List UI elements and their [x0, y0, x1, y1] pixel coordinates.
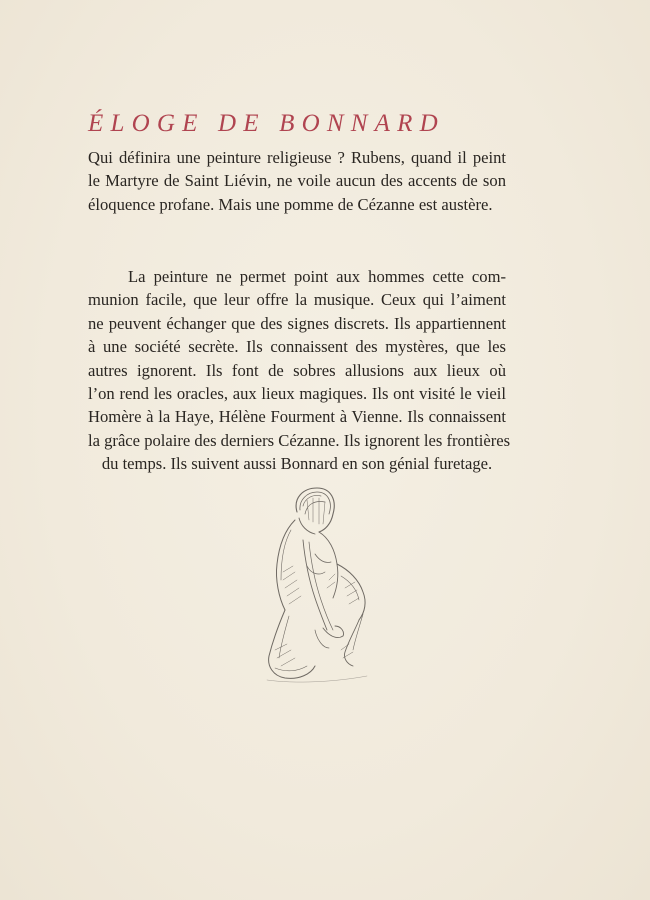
text-line: éloquence profane. Mais une pomme de Cézanne est austère. — [88, 194, 493, 214]
paragraph-intro — [88, 146, 506, 216]
text-line: autres ignorent. Ils font de sobres allusions aux lieux où — [88, 360, 506, 380]
text-line: du temps. Ils suivent aussi Bonnard en son génial furetage. — [101, 454, 493, 474]
text-line: La peinture ne permet point aux hommes cette com- — [128, 267, 506, 286]
text-line: munion facile, que leur offre la musique. Ceux qui l’aiment — [88, 290, 506, 310]
text-line: l’on rend les oracles, aux lieux magiques. Ils ont visité le vieil — [88, 384, 506, 404]
text-line: à une société secrète. Ils connaissent des mystères, que les — [88, 337, 506, 357]
text-line: Homère à la Haye, Hélène Fourment à Vienne. Ils connaissent — [88, 407, 506, 427]
paragraph-main — [88, 265, 511, 476]
text-line: la grâce polaire des derniers Cézanne. Ils ignorent les frontières — [88, 430, 511, 450]
text-line: le Martyre de Saint Liévin, ne voile aucun des accents de son — [88, 171, 506, 191]
text-line: Qui définira une peinture religieuse ? Rubens, quand il peint — [88, 148, 506, 167]
crouching-figure-sketch-icon — [245, 480, 390, 690]
page-title: ÉLOGE DE BONNARD — [88, 110, 445, 137]
text-line: ne peuvent échanger que des signes discrets. Ils appartiennent — [88, 313, 506, 333]
